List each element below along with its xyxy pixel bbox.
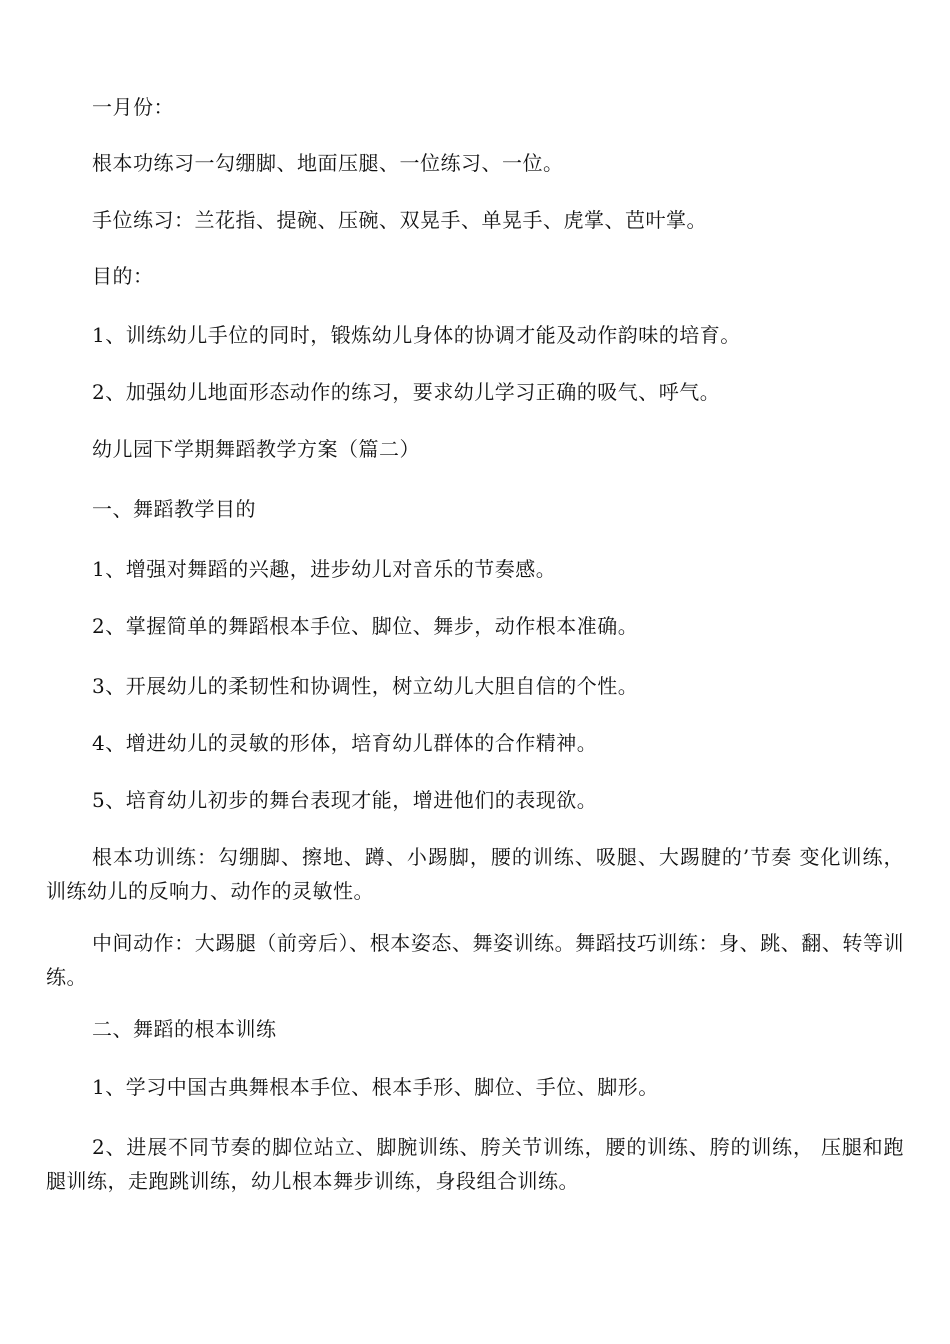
goal-item-5: 5、培育幼儿初步的舞台表现才能，增进他们的表现欲。: [92, 788, 598, 812]
basic-training-paragraph: 根本功训练：勾绷脚、擦地、蹲、小踢脚，腰的训练、吸腿、大踢腱的’节奏 变化训练，训练幼儿的反响力、动作的灵敏性。: [46, 845, 904, 903]
goal-item-2: 2、掌握简单的舞蹈根本手位、脚位、舞步，动作根本准确。: [92, 614, 639, 638]
teaching-goals-heading: 一、舞蹈教学目的: [92, 497, 256, 521]
middle-movements-paragraph: 中间动作：大踢腿（前旁后）、根本姿态、舞姿训练。舞蹈技巧训练：身、跳、翻、转等训练。: [46, 931, 904, 989]
purpose-item-1: 1、训练幼儿手位的同时，锻炼幼儿身体的协调才能及动作韵味的培育。: [92, 323, 741, 347]
training-item-2: 2、进展不同节奏的脚位站立、脚腕训练、胯关节训练，腰的训练、胯的训练， 压腿和跑腿训练，走跑跳训练，幼儿根本舞步训练，身段组合训练。: [46, 1135, 904, 1193]
purpose-heading: 目的：: [92, 264, 154, 288]
section-title-part-two: 幼儿园下学期舞蹈教学方案（篇二）: [92, 437, 420, 461]
hand-position-practice: 手位练习：兰花指、提碗、压碗、双晃手、单晃手、虎掌、芭叶掌。: [92, 208, 707, 232]
basic-training-heading: 二、舞蹈的根本训练: [92, 1017, 277, 1041]
training-item-1: 1、学习中国古典舞根本手位、根本手形、脚位、手位、脚形。: [92, 1075, 659, 1099]
goal-item-3: 3、开展幼儿的柔韧性和协调性，树立幼儿大胆自信的个性。: [92, 674, 639, 698]
month-heading: 一月份：: [92, 95, 174, 119]
goal-item-1: 1、增强对舞蹈的兴趣，进步幼儿对音乐的节奏感。: [92, 557, 557, 581]
goal-item-4: 4、增进幼儿的灵敏的形体，培育幼儿群体的合作精神。: [92, 731, 598, 755]
purpose-item-2: 2、加强幼儿地面形态动作的练习，要求幼儿学习正确的吸气、呼气。: [92, 380, 721, 404]
basic-skill-practice: 根本功练习一勾绷脚、地面压腿、一位练习、一位。: [92, 151, 564, 175]
